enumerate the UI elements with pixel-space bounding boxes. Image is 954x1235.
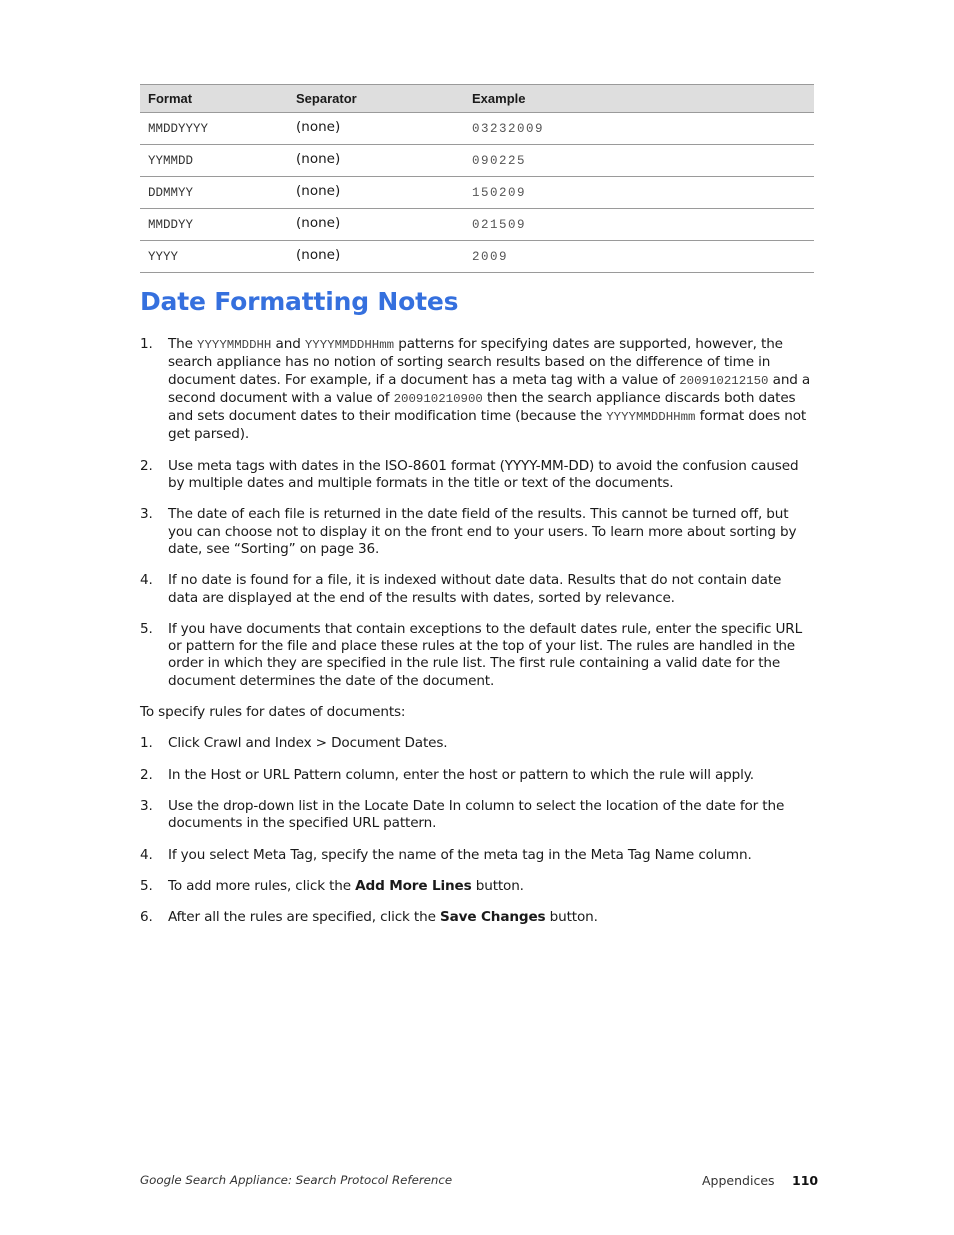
section-title: Date Formatting Notes: [140, 287, 459, 316]
step-item: [140, 798, 814, 833]
column-header-format: Format: [140, 85, 288, 113]
steps-intro: To specify rules for dates of documents:: [140, 704, 406, 721]
list-number: 1.: [140, 336, 153, 352]
example-cell: 090225: [464, 145, 814, 177]
example-cell: 150209: [464, 177, 814, 209]
table-row: [140, 145, 814, 177]
example-cell: 03232009: [464, 113, 814, 145]
item-text: To add more rules, click the: [168, 877, 356, 894]
item-text: Use the drop-down list in the Locate Date In column to select the location of the date for the documents in the specified URL pattern.: [168, 797, 785, 832]
column-header-separator: Separator: [288, 85, 464, 113]
note-item: [140, 621, 814, 690]
item-text: The: [168, 336, 198, 352]
footer-page-number: 110: [792, 1173, 819, 1188]
format-cell: YYMMDD: [140, 145, 288, 177]
separator-cell: (none): [288, 241, 464, 273]
list-number: 4.: [140, 846, 153, 863]
table-row: [140, 177, 814, 209]
list-number: 3.: [140, 797, 153, 814]
item-text: button.: [471, 877, 524, 894]
step-item: [140, 767, 814, 784]
note-item: [140, 458, 814, 493]
item-text: then the search appliance discards both dates and sets document dates to their modification time (because the: [168, 389, 796, 425]
separator-cell: (none): [288, 145, 464, 177]
list-number: 6.: [140, 909, 153, 926]
ui-label: Add More Lines: [355, 877, 472, 894]
table-row: [140, 113, 814, 145]
example-cell: 2009: [464, 241, 814, 273]
item-text: If no date is found for a file, it is indexed without date data. Results that do not contain date data are displayed at the end of the results with dates, sorted by relevance.: [168, 572, 782, 606]
item-text: format does not get parsed).: [168, 408, 807, 443]
list-number: 1.: [140, 735, 153, 752]
list-number: 2.: [140, 457, 153, 474]
separator-cell: (none): [288, 113, 464, 145]
list-number: 5.: [140, 877, 153, 894]
inline-code: 200910210900: [393, 391, 483, 406]
list-number: 2.: [140, 766, 153, 783]
item-text: Use meta tags with dates in the ISO-8601 format (YYYY-MM-DD) to avoid the confusion caused by multiple dates and multiple formats in the title or text of the documents.: [168, 457, 799, 492]
ui-label: Save Changes: [439, 909, 546, 926]
note-item: [140, 336, 814, 444]
example-cell: 021509: [464, 209, 814, 241]
column-header-example: Example: [464, 85, 814, 113]
step-item: [140, 909, 814, 926]
format-cell: YYYY: [140, 241, 288, 273]
date-format-table: [140, 84, 814, 273]
table-row: [140, 209, 814, 241]
item-text: patterns for specifying dates are supported, however, the search appliance has no notion of sorting search results based on the difference of time in document dates. For example, if a document has a meta tag with a value of: [168, 336, 783, 388]
list-number: 5.: [140, 620, 153, 637]
format-cell: DDMMYY: [140, 177, 288, 209]
format-cell: MMDDYYYY: [140, 113, 288, 145]
item-text: If you select Meta Tag, specify the name of the meta tag in the Meta Tag Name column.: [168, 846, 752, 863]
table-header-row: [140, 85, 814, 113]
item-text: button.: [545, 909, 598, 926]
notes-list: [140, 336, 814, 690]
footer-section-name: Appendices: [702, 1173, 775, 1188]
inline-code: YYYYMMDDHH: [197, 338, 272, 352]
inline-code: 200910212150: [679, 373, 769, 388]
list-number: 3.: [140, 506, 153, 523]
item-text: If you have documents that contain exceptions to the default dates rule, enter the specific URL or pattern for the file and place these rules at the top of your list. The rules are handled in the order in which they are specified in the rule list. The first rule containing a valid date for the document determines the date of the document.: [168, 620, 803, 689]
step-item: [140, 878, 814, 895]
step-item: [140, 847, 814, 864]
inline-code: YYYYMMDDHHmm: [606, 410, 696, 425]
table-row: [140, 241, 814, 273]
format-cell: MMDDYY: [140, 209, 288, 241]
list-number: 4.: [140, 572, 153, 589]
footer-document-title: Google Search Appliance: Search Protocol Reference: [140, 1173, 453, 1187]
item-text: and a second document with a value of: [168, 371, 811, 406]
note-item: [140, 572, 814, 607]
item-text: In the Host or URL Pattern column, enter the host or pattern to which the rule will apply.: [168, 766, 754, 783]
inline-code: YYYYMMDDHHmm: [304, 338, 395, 352]
item-text: After all the rules are specified, click the: [168, 909, 440, 926]
note-item: [140, 506, 814, 558]
item-text: The date of each file is returned in the date field of the results. This cannot be turned off, but you can choose not to display it on the front end to your users. To learn more about sorting by date, see “Sorting” on page 36.: [168, 506, 797, 557]
document-body: [140, 336, 814, 940]
step-item: [140, 735, 814, 752]
item-text: Click Crawl and Index > Document Dates.: [168, 735, 448, 752]
steps-list: [140, 735, 814, 926]
item-text: and: [271, 336, 305, 352]
separator-cell: (none): [288, 209, 464, 241]
separator-cell: (none): [288, 177, 464, 209]
